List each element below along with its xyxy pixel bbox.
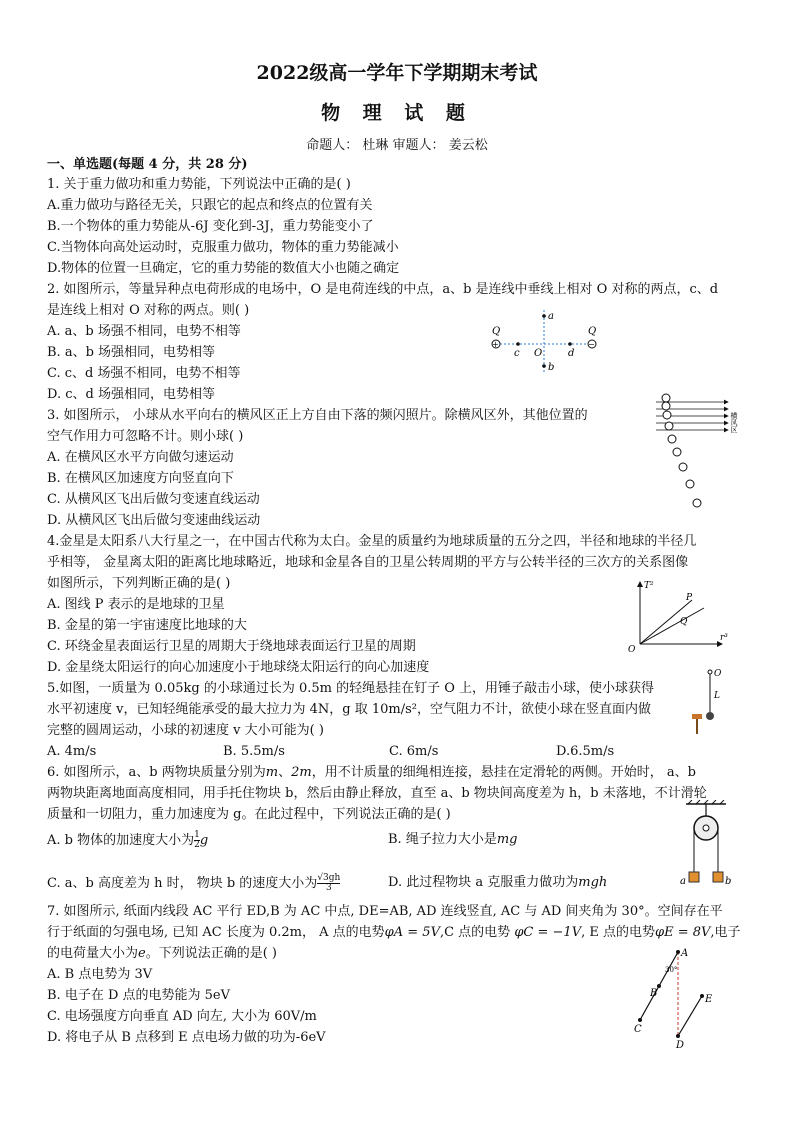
- svg-text:横风区: 横风区: [730, 412, 738, 433]
- svg-text:P: P: [686, 593, 693, 603]
- q4-graph-figure: [622, 578, 732, 654]
- exam-authors: 命题人： 杜琳 审题人： 姜云松: [306, 138, 488, 153]
- q7-option-c: C. 电场强度方向垂直 AD 向左, 大小为 60V/m: [47, 1009, 317, 1024]
- q3-option-b: B. 在横风区加速度方向竖直向下: [47, 471, 234, 486]
- svg-text:O: O: [534, 348, 543, 359]
- q2-option-d: D. c、d 场强相同，电势相等: [47, 387, 215, 402]
- q3-option-c: C. 从横风区飞出后做匀变速直线运动: [47, 492, 260, 507]
- q7-geometry-figure: [628, 944, 728, 1054]
- q2-stem-line2: 是连线上相对 O 对称的两点。则( ): [47, 303, 250, 318]
- q2-stem-line1: 2. 如图所示，等量异种点电荷形成的电场中，O 是电荷连线的中点，a、b 是连线中垂线上相对 O 对称的两点，c、d: [47, 282, 719, 297]
- q6-pulley-figure: [676, 800, 736, 890]
- q4-option-b: B. 金星的第一宇宙速度比地球的大: [47, 618, 247, 633]
- q1-option-c: C.当物体向高处运动时，克服重力做功，物体的重力势能减小: [47, 240, 399, 255]
- q6-stem-line2: 两物块距离地面高度相同，用手托住物块 b，然后由静止释放，直至 a、b 物块间高度差为 h，b 未落地，不计滑轮: [47, 786, 707, 801]
- q7-option-a: A. B 点电势为 3V: [47, 967, 153, 982]
- svg-text:r³: r³: [720, 633, 728, 643]
- q5-option-d: D.6.5m/s: [556, 744, 615, 759]
- q3-stem-line2: 空气作用力可忽略不计。则小球( ): [47, 429, 244, 444]
- q3-option-a: A. 在横风区水平方向做匀速运动: [47, 450, 234, 465]
- section-heading: 一、单选题(每题 4 分，共 28 分): [47, 157, 248, 172]
- q7-stem-line3: 的电荷量大小为e。下列说法正确的是( ): [47, 946, 277, 961]
- q7-option-d: D. 将电子从 B 点移到 E 点电场力做的功为-6eV: [47, 1030, 326, 1045]
- q6-option-d: D. 此过程物块 a 克服重力做功为mgh: [388, 875, 608, 890]
- svg-text:L: L: [714, 691, 720, 701]
- q4-option-c: C. 环绕金星表面运行卫星的周期大于绕地球表面运行卫星的周期: [47, 639, 416, 654]
- q5-option-c: C. 6m/s: [389, 744, 439, 759]
- q4-stem-line1: 4.金星是太阳系八大行星之一，在中国古代称为太白。金星的质量约为地球质量的五分之四，半径和地球的半径几: [47, 534, 697, 549]
- q1-option-b: B.一个物体的重力势能从-6J 变化到-3J，重力势能变小了: [47, 219, 374, 234]
- q7-option-b: B. 电子在 D 点的电势能为 5eV: [47, 988, 230, 1003]
- q6-stem-line3: 质量和一切阻力，重力加速度为 g。在此过程中，下列说法正确的是( ): [47, 807, 451, 822]
- svg-text:C: C: [634, 1024, 642, 1035]
- q4-option-a: A. 图线 P 表示的是地球的卫星: [47, 597, 225, 612]
- q1-option-d: D.物体的位置一旦确定，它的重力势能的数值大小也随之确定: [47, 261, 400, 276]
- q5-stem-line3: 完整的圆周运动，小球的初速度 v 大小可能为( ): [47, 723, 324, 738]
- svg-text:D: D: [676, 1040, 685, 1051]
- q6-option-b: B. 绳子拉力大小是mg: [388, 832, 518, 847]
- q2-charge-figure: [484, 304, 604, 376]
- svg-text:T²: T²: [644, 581, 654, 591]
- svg-text:O: O: [628, 645, 636, 654]
- svg-text:Q: Q: [588, 326, 597, 337]
- q3-stem-line1: 3. 如图所示， 小球从水平向右的横风区正上方自由下落的频闪照片。除横风区外，其他位置的: [47, 408, 588, 423]
- q4-option-d: D. 金星绕太阳运行的向心加速度小于地球绕太阳运行的向心加速度: [47, 660, 430, 675]
- svg-text:B: B: [650, 988, 658, 999]
- q6-stem-line1: 6. 如图所示，a、b 两物块质量分别为m、2m，用不计质量的细绳相连接，悬挂在定滑轮的两侧。开始时， a、b: [47, 765, 696, 780]
- svg-text:E: E: [705, 994, 713, 1005]
- svg-text:a: a: [680, 876, 686, 887]
- exam-subject: 物 理 试 题: [321, 102, 473, 124]
- q5-pendulum-figure: [690, 664, 730, 744]
- svg-text:b: b: [548, 362, 555, 373]
- q6-option-c: C. a、b 高度差为 h 时， 物块 b 的速度大小为 $\frac{√3gh}{3}$: [47, 873, 341, 893]
- q2-option-a: A. a、b 场强不相同，电势不相等: [47, 324, 241, 339]
- svg-text:b: b: [725, 876, 732, 887]
- q4-stem-line3: 如图所示，下列判断正确的是( ): [47, 576, 231, 591]
- svg-text:+: +: [492, 340, 499, 349]
- q5-option-a: A. 4m/s: [47, 744, 97, 759]
- q7-stem-line2: 行于纸面的匀强电场, 已知 AC 长度为 0.2m， A 点的电势φA = 5V,C 点的电势 φC = −1V, E 点的电势φE = 8V,电子: [47, 925, 741, 940]
- svg-text:Q: Q: [680, 617, 688, 627]
- q5-option-b: B. 5.5m/s: [223, 744, 285, 759]
- q6-option-a: A. b 物体的加速度大小为 $\frac{1}{2}$ g: [47, 830, 209, 850]
- svg-text:d: d: [568, 348, 575, 359]
- svg-text:30°: 30°: [665, 966, 678, 974]
- svg-text:a: a: [548, 311, 554, 322]
- q3-option-d: D. 从横风区飞出后做匀变速曲线运动: [47, 513, 261, 528]
- svg-text:A: A: [681, 948, 689, 959]
- svg-text:c: c: [514, 348, 520, 359]
- q3-crosswind-figure: [648, 390, 748, 520]
- q1-stem: 1. 关于重力做功和重力势能，下列说法中正确的是( ): [47, 177, 351, 192]
- q5-stem-line2: 水平初速度 v，已知轻绳能承受的最大拉力为 4N，g 取 10m/s²，空气阻力不计，欲使小球在竖直面内做: [47, 702, 651, 717]
- q7-stem-line1: 7. 如图所示, 纸面内线段 AC 平行 ED,B 为 AC 中点, DE=AB, AD 连线竖直, AC 与 AD 间夹角为 30°。空间存在平: [47, 904, 723, 919]
- svg-text:Q: Q: [492, 326, 501, 337]
- exam-title: 2022级高一学年下学期期末考试: [256, 62, 538, 84]
- svg-text:−: −: [588, 340, 595, 349]
- q2-option-c: C. c、d 场强不相同，电势不相等: [47, 366, 241, 381]
- q1-option-a: A.重力做功与路径无关，只跟它的起点和终点的位置有关: [47, 198, 373, 213]
- q5-stem-line1: 5.如图，一质量为 0.05kg 的小球通过长为 0.5m 的轻绳悬挂在钉子 O 上，用锤子敲击小球，使小球获得: [47, 681, 655, 696]
- q4-stem-line2: 乎相等， 金星离太阳的距离比地球略近，地球和金星各自的卫星公转周期的平方与公转半径的三次方的关系图像: [47, 555, 689, 570]
- svg-text:O: O: [714, 669, 722, 679]
- q2-option-b: B. a、b 场强相同，电势相等: [47, 345, 216, 360]
